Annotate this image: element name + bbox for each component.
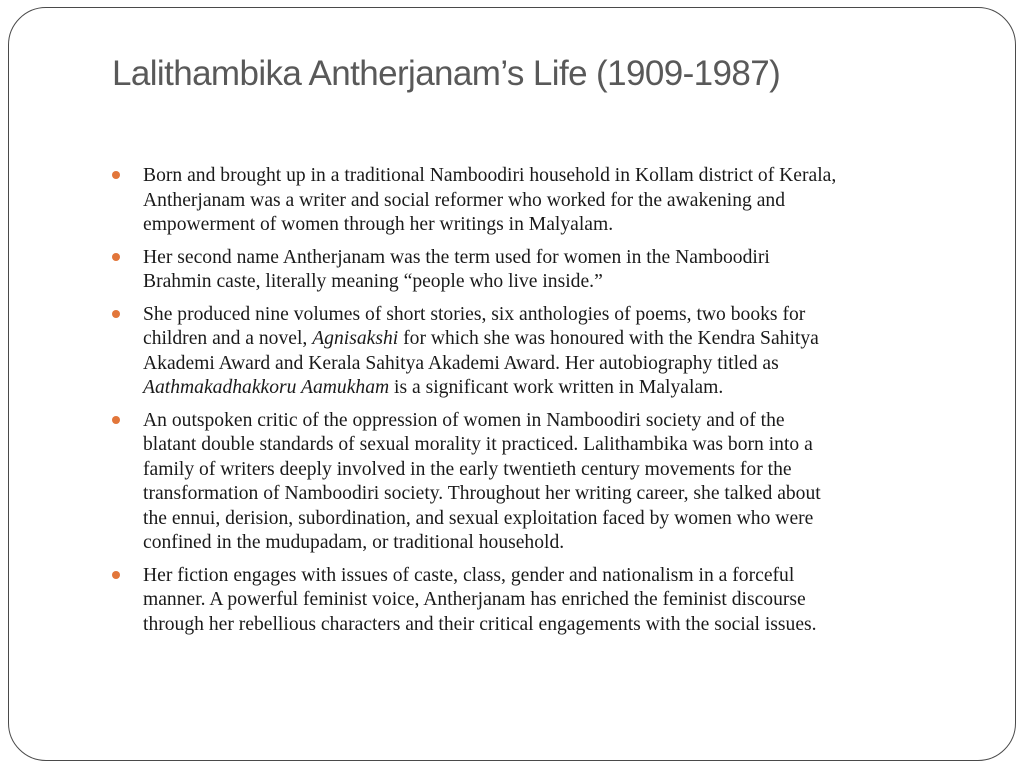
text-segment: Born and brought up in a traditional Namboodiri household in Kollam district of Kerala, (143, 165, 837, 186)
text-segment: through her rebellious characters and their critical engagements with the social issues. (143, 613, 817, 635)
bullet-text-line (143, 507, 972, 532)
bullet-text-line (143, 189, 972, 214)
bullet-text-line (143, 164, 972, 189)
bullet-text-line (143, 352, 972, 377)
italic-title: Agnisakshi (312, 328, 399, 349)
bullet-text-line (143, 613, 972, 638)
bullet-text-line (143, 458, 972, 483)
bullet-dot-icon (112, 416, 120, 424)
bullet-text-line (143, 213, 972, 238)
text-segment: She produced nine volumes of short stories, six anthologies of poems, two books for (143, 303, 806, 325)
bullet-item (112, 409, 972, 556)
text-segment: is a significant work written in Malyalam. (389, 377, 724, 398)
bullet-list (112, 164, 972, 645)
bullet-dot-icon (112, 310, 120, 318)
bullet-text-line (143, 564, 972, 589)
text-segment: children and a novel, (143, 328, 313, 349)
bullet-text-line (143, 303, 972, 328)
bullet-text-line (143, 270, 972, 295)
bullet-text-line (143, 376, 972, 401)
bullet-text-line (143, 588, 972, 613)
bullet-item (112, 303, 972, 401)
bullet-text-line (143, 246, 972, 271)
text-segment: transformation of Namboodiri society. Throughout her writing career, she talked about (143, 483, 821, 504)
text-segment: blatant double standards of sexual morality it practiced. Lalithambika was born into a (143, 434, 813, 455)
bullet-dot-icon (112, 253, 120, 261)
bullet-text-line (143, 482, 972, 507)
bullet-dot-icon (112, 571, 120, 579)
text-segment: An outspoken critic of the oppression of women in Namboodiri society and of the (143, 409, 785, 431)
bullet-dot-icon (112, 171, 120, 179)
text-segment: Her fiction engages with issues of caste, class, gender and nationalism in a forceful (143, 564, 795, 586)
text-segment: Akademi Award and Kerala Sahitya Akademi Award. Her autobiography titled as (143, 352, 779, 374)
text-segment: for which she was honoured with the Kendra Sahitya (398, 328, 819, 349)
text-segment: Her second name Antherjanam was the term used for women in the Namboodiri (143, 246, 770, 268)
bullet-item (112, 164, 972, 238)
text-segment: Antherjanam was a writer and social reformer who worked for the awakening and (143, 189, 785, 211)
text-segment: empowerment of women through her writings in Malyalam. (143, 214, 614, 235)
text-segment: Brahmin caste, literally meaning “people who live inside.” (143, 271, 603, 292)
bullet-text-line (143, 433, 972, 458)
bullet-item (112, 246, 972, 295)
text-segment: manner. A powerful feminist voice, Antherjanam has enriched the feminist discourse (143, 589, 806, 610)
bullet-text-line (143, 327, 972, 352)
text-segment: confined in the mudupadam, or traditional household. (143, 532, 565, 553)
bullet-text-line (143, 409, 972, 434)
italic-title: Aathmakadhakkoru Aamukham (143, 377, 390, 398)
text-segment: family of writers deeply involved in the early twentieth century movements for the (143, 458, 792, 480)
slide-title: Lalithambika Antherjanam’s Life (1909-1987) (112, 54, 781, 93)
bullet-item (112, 564, 972, 638)
text-segment: the ennui, derision, subordination, and sexual exploitation faced by women who were (143, 507, 814, 529)
bullet-text-line (143, 531, 972, 556)
